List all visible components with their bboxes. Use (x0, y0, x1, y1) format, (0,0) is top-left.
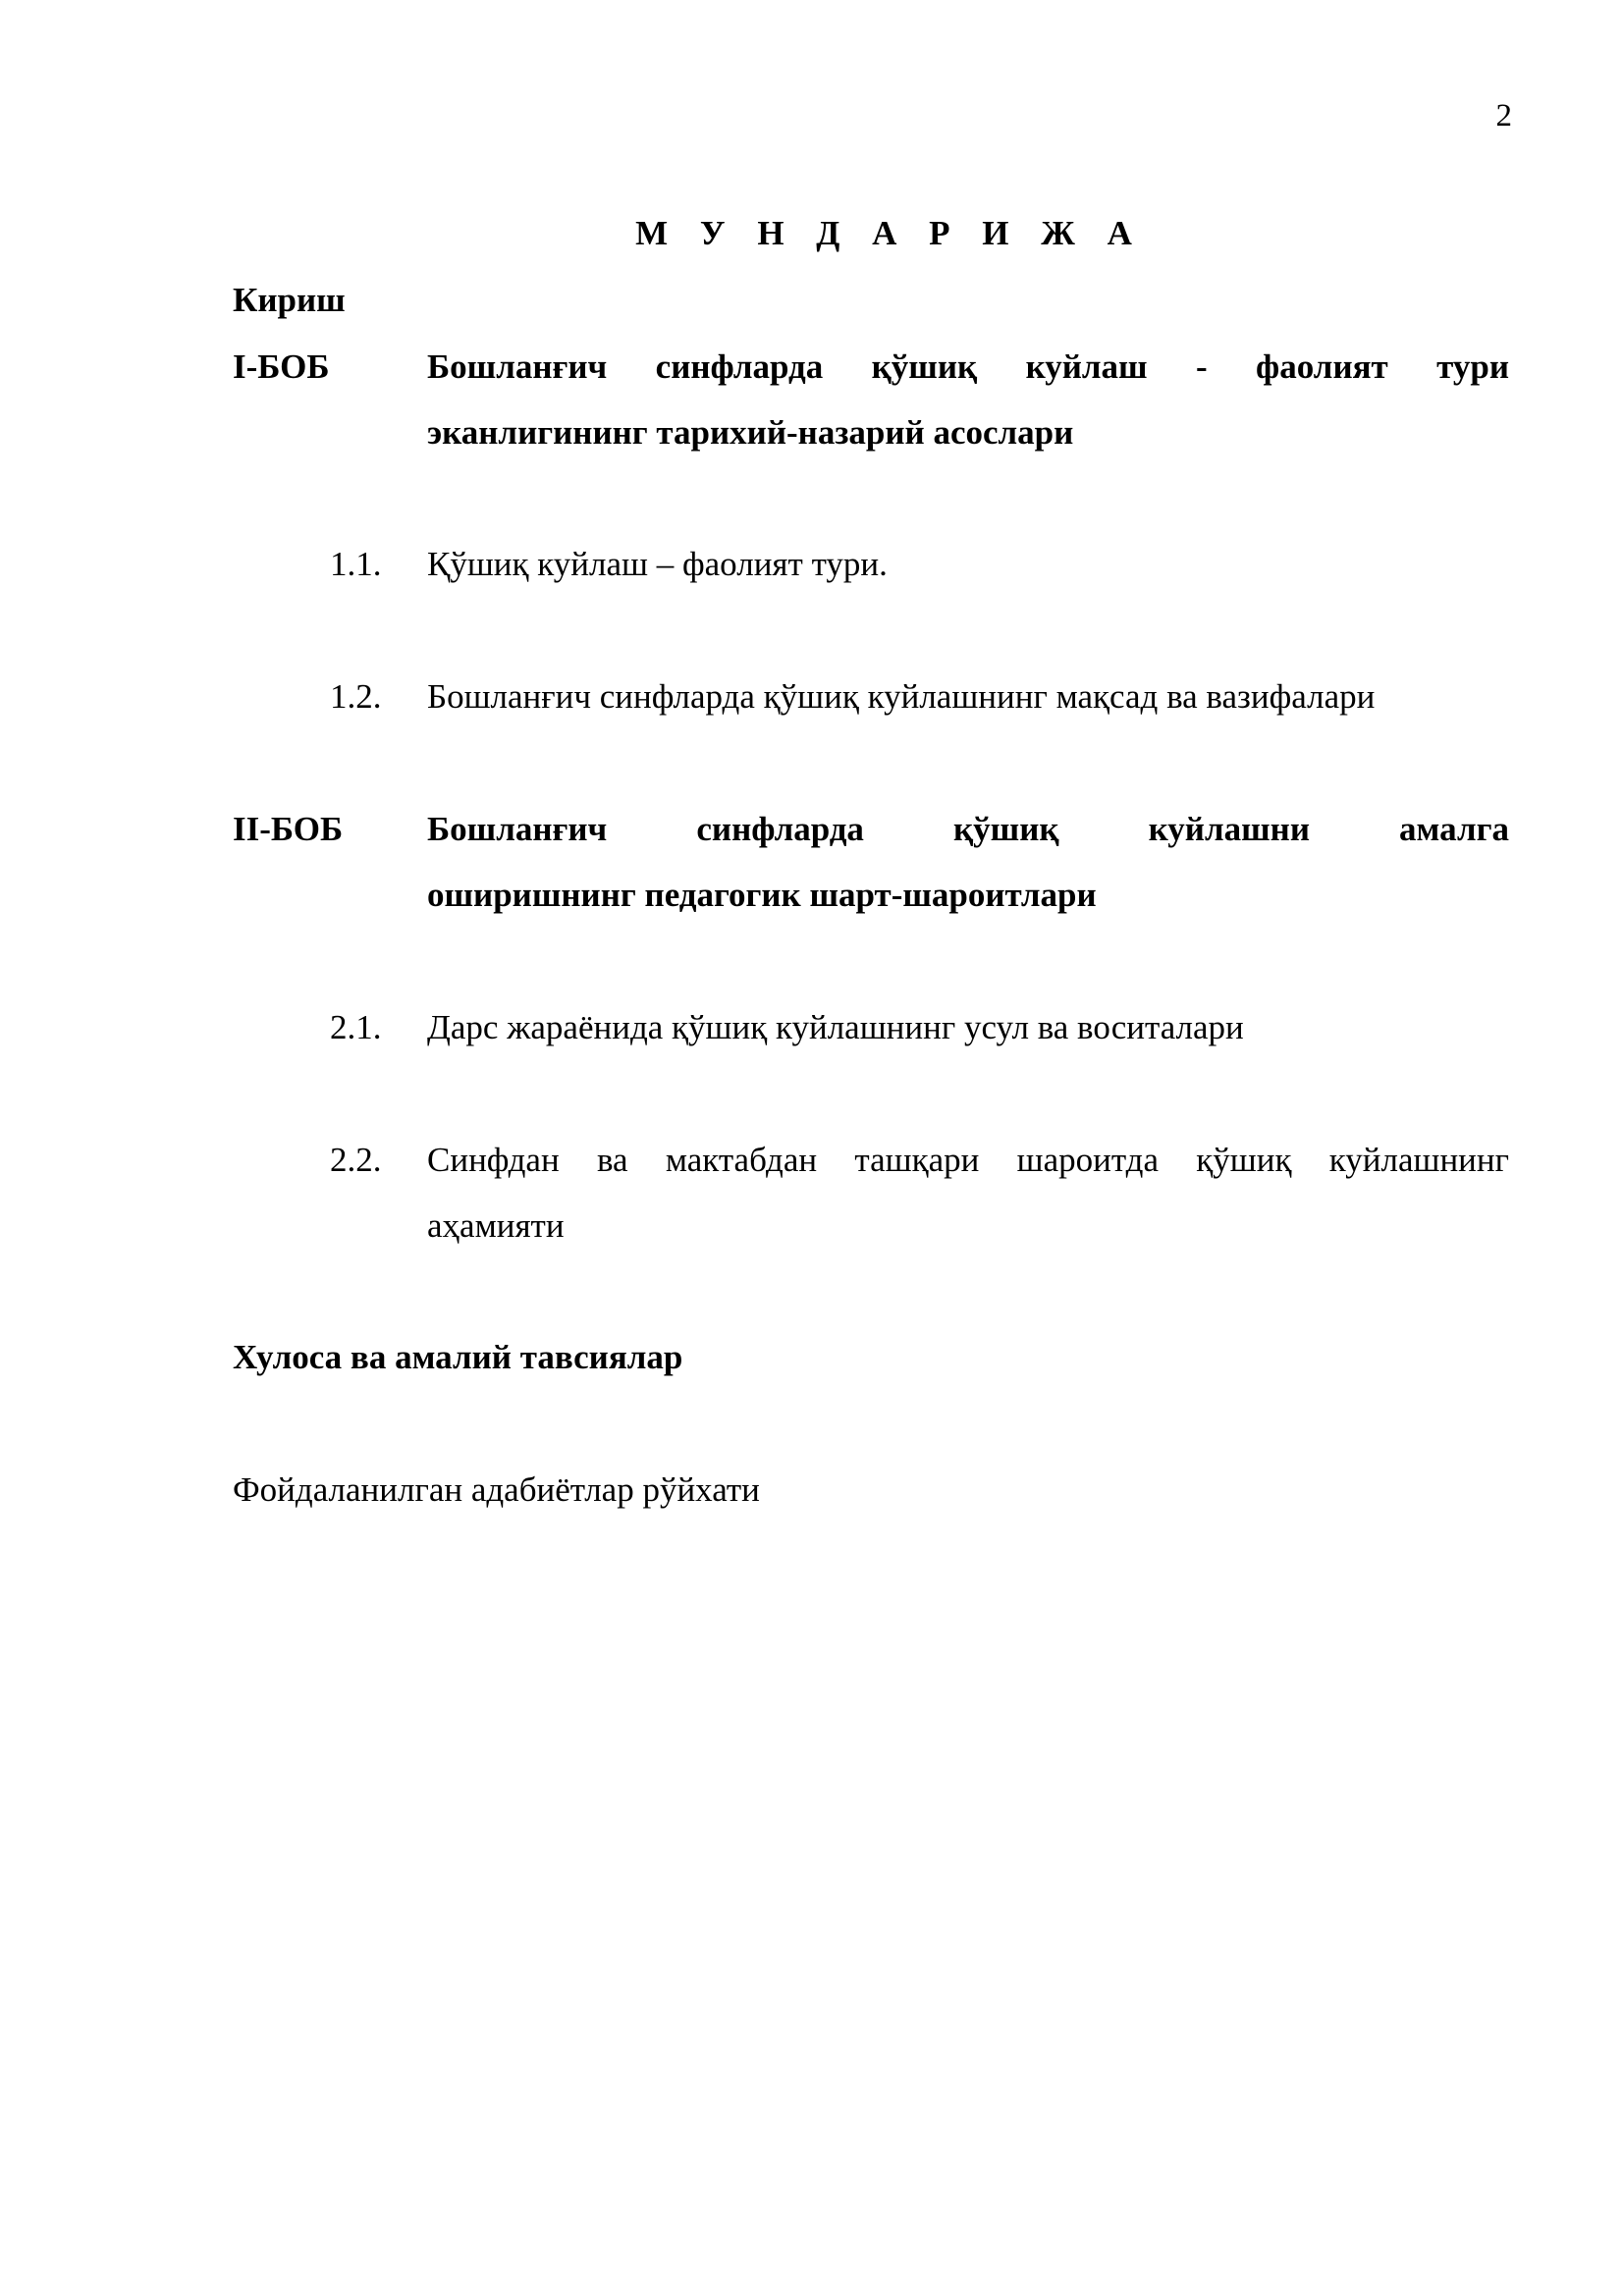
section-2-2-text-line-2: аҳамияти (427, 1206, 565, 1245)
chapter-2-label: II-БОБ (233, 810, 344, 848)
toc-entry-chapter-2 (233, 796, 1509, 928)
chapter-1-title-line-1: Бошланғич синфларда қўшиқ куйлаш - фаолият тури (427, 347, 1509, 386)
section-1-2-text: Бошланғич синфларда қўшиқ куйлашнинг мақсад ва вазифалари (427, 677, 1376, 716)
toc-entry-intro (233, 267, 1509, 333)
toc-title: М У Н Д А Р И Ж А (635, 214, 1144, 252)
chapter-1-label: I-БОБ (233, 347, 330, 386)
section-2-2-text-line-1: Синфдан ва мактабдан ташқари шароитда қўшиқ куйлашнинг (427, 1141, 1509, 1179)
section-1-2-number: 1.2. (330, 677, 382, 716)
page-number: 2 (1495, 98, 1512, 133)
chapter-2-title-line-2: оширишнинг педагогик шарт-шароитлари (427, 876, 1097, 914)
section-1-1-number: 1.1. (330, 545, 382, 583)
toc-entry-conclusion (233, 1324, 1509, 1390)
conclusion-label: Хулоса ва амалий тавсиялар (233, 1338, 683, 1376)
toc-entry-references (233, 1457, 1509, 1522)
chapter-1-title-line-2: эканлигининг тарихий-назарий асослари (427, 413, 1074, 452)
chapter-2-title (427, 796, 1509, 928)
chapter-2-title-line-1: Бошланғич синфларда қўшиқ куйлашни амалга (427, 810, 1509, 848)
references-label: Фойдаланилган адабиётлар рўйхати (233, 1470, 760, 1509)
toc-entry-section-2-2 (233, 1127, 1509, 1258)
section-1-1-text: Қўшиқ куйлаш – фаолият тури. (427, 545, 888, 583)
section-2-1-number: 2.1. (330, 1008, 382, 1046)
section-2-1-text: Дарс жараёнида қўшиқ куйлашнинг усул ва воситалари (427, 1008, 1244, 1046)
section-2-2-number: 2.2. (330, 1141, 382, 1179)
toc-entry-chapter-1 (233, 334, 1509, 465)
intro-label: Кириш (233, 281, 346, 319)
chapter-1-title (427, 334, 1509, 465)
section-2-2-text (427, 1127, 1509, 1258)
